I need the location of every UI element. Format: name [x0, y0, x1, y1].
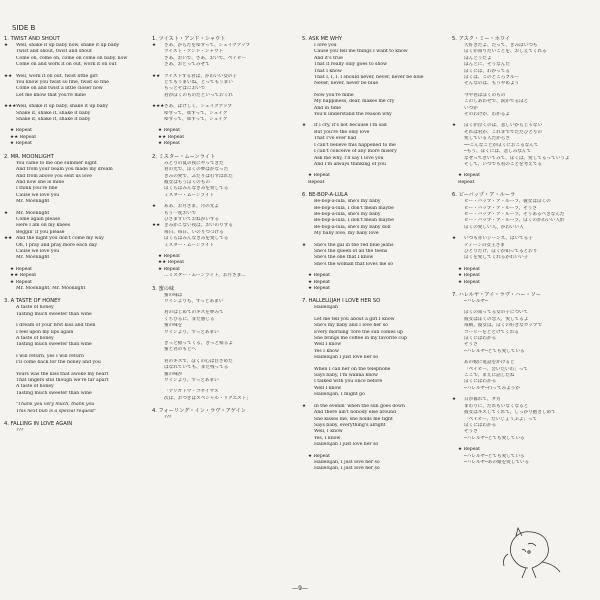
lyric-text: ぼくには、わかってる	[464, 68, 510, 74]
song-section	[4, 36, 150, 151]
lyric-text: そうさ	[464, 342, 478, 348]
lyric-text: You know you twist so fine, twist so fine	[16, 80, 109, 86]
lyric-text: You'll understand the reason why	[314, 112, 392, 118]
lyric-text: ぼくにはわかる	[464, 379, 497, 385]
lyric-text: Hallelujah, I just love her so	[314, 466, 380, 472]
lyric-text: ワインより、ずっとあまい	[164, 378, 219, 384]
lyric-text: ???	[164, 415, 172, 421]
songs-col3	[302, 36, 448, 476]
lyric-text: My happiness, dear, makes me cry	[314, 99, 395, 105]
lyric-text: きみの愛で、ふたりはむすばれた	[164, 173, 233, 179]
lyric-text: Well, I know	[314, 429, 343, 435]
lyric-text: Beggin' if you please	[16, 229, 65, 235]
lyric-text: ★ Repeat	[308, 279, 330, 285]
lyrics-column-4	[452, 0, 596, 469]
lyric-text: Cause we love you	[16, 192, 60, 198]
song-section	[452, 192, 596, 289]
lyric-text: Well, shake it up baby, shake it up baby	[16, 104, 108, 110]
lyric-text: Come on, come on, come on come on baby, now	[16, 55, 128, 61]
lyric-text: Hallelujah I just love her so	[314, 355, 379, 361]
song-section	[452, 292, 596, 469]
lyric-text: まわりに、だれもいなくなると	[464, 403, 529, 409]
lyric-text: 彼女はキスしてくれて、しっかり抱きしめて	[464, 410, 556, 416]
lyric-text: And I'm always thinking of you	[314, 161, 386, 167]
lyric-text: ああ、お月さま、月の光よ	[164, 204, 219, 210]
song-title: 4. FALLING IN LOVE AGAIN	[4, 421, 73, 428]
lyric-text: さあ、からだをゆすって、シェイクアップ	[164, 43, 251, 48]
lyric-text: ビー・バップ・ア・ルーラ、そうあるべきなんだ	[464, 211, 565, 217]
lyric-text: ぼくは、このところブルー	[464, 75, 519, 81]
lyric-text: My baby love, my baby love	[314, 231, 379, 237]
lyric-text: When I call her on the telephone	[314, 366, 391, 372]
song-title: 3. 蜜の味	[152, 285, 175, 292]
lyric-text: Yes, I know	[314, 435, 341, 441]
song-section	[302, 36, 448, 189]
lyric-text: Mr. Moonlight, Mr. Moonlight	[16, 286, 86, 291]
lyric-text: Ask me why, I'll say I love you	[314, 155, 384, 161]
star-marker: ★★★	[152, 104, 165, 110]
lyric-text: Shake it, shake it, shake it baby	[16, 117, 91, 123]
lyric-text: Hallelujah, I just love her so	[314, 459, 380, 465]
lyric-text: That I, I, I, I should never, never, never be blue	[314, 75, 424, 81]
song-section	[452, 36, 596, 189]
lyric-text: ★ Repeat	[458, 447, 480, 453]
lyric-text: ──こんなことがぼくにおこるなんて	[464, 142, 539, 148]
lyric-text: ★★ Repeat	[158, 260, 185, 266]
lyric-text: Be-bop-a-lula, she's my baby	[314, 199, 381, 205]
lyric-text: Mr. Moonlight	[16, 255, 50, 261]
lyric-text: ★ Repeat	[158, 141, 180, 147]
lyric-text: Cause you tell me things I want to know	[314, 49, 408, 55]
lyric-text: ─もう、ぼくには、悲しみなんて	[464, 149, 532, 155]
lyric-text: Come on and work it on out, work it on out	[16, 62, 117, 68]
star-marker: ★★	[152, 73, 161, 79]
lyric-text: ビー・バップ・ア・ルーラ、そうさ	[464, 205, 537, 211]
star-marker: ★	[452, 397, 457, 403]
song-section	[4, 421, 150, 437]
lyric-text: Yours was the kiss that awoke my heart	[16, 371, 109, 377]
lyric-text: I dream of your first kiss and then	[16, 323, 96, 329]
lyric-text: Repeat	[308, 179, 325, 185]
star-marker: ★	[302, 123, 307, 129]
song-title: 1. ツイスト・アンド・シャウト	[152, 36, 226, 42]
star-marker: ★	[4, 210, 9, 216]
lyric-text: 君のキスで、ぼくの心は目ざめた	[164, 358, 233, 364]
lyric-text: Let me know that you're mine	[16, 92, 86, 98]
lyric-text: ビー・バップ・ア・ルーラ、ぼくのかわいい人形	[464, 218, 565, 224]
lyric-text: とてもうまいね、とってもうまい	[164, 80, 233, 86]
star-marker: ★	[302, 403, 307, 409]
star-marker: ★	[4, 43, 9, 48]
lyric-text: I feel upon my lips again	[16, 329, 74, 335]
song-section	[4, 154, 150, 296]
lyric-text: ★ Repeat	[10, 141, 32, 147]
lyric-text: Tasting much sweeter than wine	[16, 311, 92, 317]
lyric-text: いつも赤いジーンズ、はいてる子	[464, 236, 533, 242]
lyric-text: そんなのは、もうやめよう	[464, 81, 520, 87]
lyric-text: 彼女はもうぼくのもの	[164, 179, 210, 185]
lyric-text: ★ Repeat	[158, 253, 180, 259]
songs-col1	[4, 36, 150, 438]
lyric-text: Well I know	[314, 385, 342, 391]
lyric-text: 日が暮れて、タ方	[464, 397, 501, 403]
lyric-text: きみがこない夜は、おいのりする	[164, 223, 233, 229]
lyric-text: ここで、まえに話したね	[464, 373, 515, 379]
song-title: 5. アスク・ミー・ホワイ	[452, 36, 511, 42]
lyric-text: And in time	[314, 105, 341, 111]
lyric-text: ほんとに、そうなんだ	[464, 62, 510, 68]
lyric-text: さあ、おいで、さあ、おいで、ベイビー	[164, 55, 246, 61]
lyric-text: A taste of honey	[16, 336, 54, 342]
lyric-text: Yes I know	[314, 348, 339, 354]
lyric-text: ひとりだけ、ぼくが知ってるとおり	[464, 248, 538, 254]
lyric-text: 毎日、毎日、いのりつづける	[164, 229, 224, 235]
songs-col2	[152, 36, 298, 425]
lyric-text: もっとそばにおいで	[164, 86, 206, 92]
lyric-text: 蜜の味を	[164, 323, 183, 329]
lyric-text: ★ Repeat	[458, 273, 480, 279]
lyric-text: ワインより、ずっとあまい	[164, 329, 219, 335]
lyric-text: That I've ever had	[314, 136, 357, 142]
lyric-text: And there ain't nobody else around	[314, 410, 397, 416]
lyrics-column-3	[302, 0, 448, 476]
lyric-text: Mr. Moonlight	[16, 199, 50, 205]
lyric-text: She kisses me, she holds me tight	[314, 416, 393, 422]
lyric-text: And from your beam you made my dream	[16, 167, 113, 173]
lyric-text: ワインよりも、ずっとあまい	[164, 299, 224, 304]
lyric-text: Shake it, shake it, shake it baby	[16, 110, 91, 116]
star-marker: ★	[152, 204, 157, 210]
lyric-text: I talked with you once before	[314, 379, 383, 385]
star-marker: ★	[452, 236, 457, 242]
lyric-text: ★ Repeat	[158, 128, 180, 134]
song-title: 7. ハレルヤ・アイ・ラヴ・ハー・ソー	[452, 292, 542, 298]
lyric-text: Oh, I pray and pray more each day	[16, 242, 98, 248]
lyric-text: 蜜と君のもとへ	[164, 347, 196, 353]
lyric-text: ★ Repeat	[458, 266, 480, 272]
lyric-text: ぼくにはわかる	[464, 336, 497, 342]
lyric-text: Let me tell you about a girl I know	[314, 316, 395, 322]
lyric-text: ティーンの女王さま	[464, 242, 505, 248]
page-number: —9—	[292, 585, 308, 592]
lyric-text: ★ Repeat	[10, 279, 32, 285]
lyric-text: ─ハレルヤ─	[464, 299, 488, 304]
lyric-text: くちびるに、また感じる	[164, 316, 215, 322]
lyric-text: 「ベイビー、会いたいわ」って	[464, 366, 528, 372]
lyric-text: ぼくが泣くのは、悲しいからじゃない	[464, 123, 543, 129]
lyric-text: さあ、はげしく、シェイクアップ	[164, 104, 233, 110]
lyric-text: ★ Repeat	[10, 128, 32, 134]
lyric-text: きっと帰ってくる、きっと帰るよ	[164, 341, 233, 347]
doodle-sketch	[498, 522, 568, 580]
lyric-text: A taste of honey	[16, 305, 54, 311]
song-section	[152, 286, 298, 406]
lyric-text: …ミスター・ムーンライト、お月さま…	[164, 273, 246, 279]
star-marker: ★★	[152, 223, 161, 229]
lyric-text: I think you're fine	[16, 186, 58, 192]
lyric-text: Says baby, everything's alright	[314, 422, 386, 428]
lyric-text: Well, work it on out, twist little girl	[16, 73, 98, 79]
lyric-text: 愛している人だからさ	[464, 136, 510, 142]
lyric-text: Hallelujah	[314, 305, 338, 311]
lyric-text: ぼくを愛してくれるかわいい子	[464, 255, 529, 261]
lyric-text: She's the queen of all the teens	[314, 248, 388, 254]
lyric-text: Mr. Moonlight	[16, 210, 50, 216]
lyric-text: ★★ Repeat	[10, 134, 37, 140]
star-marker: ★	[452, 123, 457, 129]
lyric-text: She's the gal in the red blue jeans	[314, 242, 394, 248]
lyric-text: ─ハレルヤ─とても愛している	[464, 435, 525, 441]
lyric-text: And now she is mine	[16, 179, 65, 185]
lyric-text: Hallelujah I just love her so	[314, 442, 379, 448]
lyric-text: Well I know	[314, 342, 342, 348]
lyric-text: 今や君はぼくのもの	[464, 92, 506, 98]
lyric-text: ★ Repeat	[308, 453, 330, 459]
lyric-text: I can't conceive of any more misery	[314, 149, 397, 155]
lyric-text: 「ベイビー、だいじょうぶよ」って	[464, 416, 538, 422]
lyric-text: ★★ Repeat	[158, 134, 185, 140]
lyric-text: ぼくの愛しい人、かわいい人	[464, 224, 524, 230]
lyric-text: Cause we love you	[16, 248, 60, 254]
lyric-text: She's the woman that loves me so	[314, 261, 393, 267]
lyric-text: ★ Repeat	[458, 279, 480, 285]
star-marker: ★★★	[4, 104, 17, 110]
lyric-text: If I cry, it's not because I'm sad	[314, 123, 387, 129]
star-marker: ★★	[4, 73, 13, 79]
lyric-text: Be-bop-a-lula, I don't mean maybe	[314, 205, 394, 211]
song-title: 7. HALLELUJAH I LOVE HER SO	[302, 298, 381, 305]
lyric-text: ─ハレルヤ─とても愛している	[464, 348, 525, 354]
lyric-text: 蜜の味は	[164, 292, 183, 298]
lyric-text: I love you	[314, 43, 337, 48]
lyric-text: なぜってきいてみて、ぼくは、愛してるっていうよ	[464, 155, 570, 161]
songs-col4	[452, 36, 596, 469]
lyric-text: 彼女はぼくの恋人、愛してるよ	[464, 316, 529, 322]
lyric-text: それは君が、これまででただひとりの	[464, 129, 543, 135]
lyric-text: Be-bop-a-lula, she's my baby doll	[314, 224, 391, 230]
lyric-text: She's the one that I know	[314, 255, 374, 261]
lyric-text: ひざまずいておねがいする	[164, 216, 220, 222]
star-marker: ★★	[4, 236, 13, 242]
song-section	[152, 408, 298, 424]
star-marker: ★	[152, 43, 157, 48]
lyric-text: And from above you sent us love	[16, 173, 92, 179]
lyric-text: ツイスト・アンド・シャウト	[164, 49, 224, 55]
lyric-text: Tasting much sweeter than wine	[16, 390, 92, 396]
song-title: 6. BE-BOP-A-LULA	[302, 192, 348, 199]
lyric-text: Says baby, I'm wanna know	[314, 373, 378, 379]
lyric-text: I will return, yes I will return	[16, 353, 84, 359]
song-title: 6. ビーバップ・ア・ルーラ	[452, 192, 516, 199]
lyric-text: ─ハレルヤ─行ってみようか	[464, 385, 520, 391]
lyric-text: That I know	[314, 68, 342, 74]
lyric-text: 君のはじめてのキスを夢みて	[164, 310, 224, 316]
lyric-text: ぼくにはわかる	[464, 422, 497, 428]
lyric-text: Here I am on my knees	[16, 223, 71, 229]
song-title: 2. MR. MOONLIGHT	[4, 153, 54, 160]
lyrics-column-2	[152, 0, 298, 425]
lyric-text: ゆすって、ゆすって、シェイク	[164, 110, 228, 116]
song-section	[302, 192, 448, 295]
lyric-text: ゆすって、ゆすって、シェイク	[164, 117, 228, 123]
lyric-text: ???	[16, 428, 24, 434]
lyric-text: ぼくらはみんなきみを愛してる	[164, 236, 229, 242]
song-title: 1. TWIST AND SHOUT	[4, 36, 60, 42]
lyric-text: ★ Repeat	[308, 273, 330, 279]
lyric-text: ★ Repeat	[158, 266, 180, 272]
lyric-text: Well, shake it up baby now, shake it up baby	[16, 43, 120, 48]
song-title: 5. ASK ME WHY	[302, 36, 343, 42]
lyric-text: ぼくの知ってる女の子について	[464, 310, 529, 316]
lyric-text: Hallelujah, I might go	[314, 392, 365, 398]
lyric-text: このしあわせで、涙がでるほど	[464, 99, 529, 105]
lyric-text: Twist and shout, twist and shout	[16, 49, 92, 55]
lyric-text: Tasting much sweeter than wine	[16, 342, 92, 348]
song-title: 2. ミスター・ムーンライト	[152, 153, 216, 160]
lyric-text: 「アリガトウ・ゴザイマス	[164, 389, 219, 395]
lyric-text: ─ハレルヤ─あの娘を愛している	[464, 459, 530, 465]
lyric-text: This next bun is a special request"	[16, 408, 97, 414]
lyric-text: はなれていても、まだ残ってる	[164, 365, 229, 371]
lyric-text: Come on and twist a little closer now	[16, 86, 103, 92]
song-section	[4, 298, 150, 418]
lyric-text: もう一度おいで	[164, 210, 197, 216]
lyric-text: 次は、おつぎはスペシャル・リクエスト」	[164, 395, 251, 401]
lyric-text: そして、いつでも君のことを考えてる	[464, 161, 543, 167]
lyric-text: いつか	[464, 105, 478, 111]
lyric-text: But you're the only love	[314, 129, 370, 135]
lyric-text: Every morning 'fore the sun comes up	[314, 329, 403, 335]
lyric-text: Repeat	[458, 179, 475, 185]
lyric-text: ★ Repeat	[458, 173, 480, 179]
lyric-text: 君の光で、ぼくの夢はかなった	[164, 167, 229, 173]
lyric-text: That it really only goes to show	[314, 62, 388, 68]
lyric-text: A taste of honey	[16, 384, 54, 390]
song-section	[152, 154, 298, 283]
lyric-text: あの娘に電話をかけると	[464, 360, 515, 366]
lyric-text: Be-bop-a-lula, she's my baby	[314, 211, 381, 217]
lyric-text: That lingers still though we're far apart	[16, 378, 109, 384]
lyrics-column-1	[4, 0, 150, 438]
lyric-text: ミスター・ムーンライト	[164, 192, 215, 198]
lyric-text: ミスター・ムーンライト	[164, 242, 215, 248]
song-title: 4. フォーリング・イン・ラヴ・アゲイン	[152, 408, 246, 415]
lyric-text: 大好きだよ、だって、きみはいつも	[464, 43, 538, 48]
lyric-text: さあ、おどってみせて	[164, 62, 210, 68]
lyric-text: Never, never, never be blue	[314, 81, 379, 87]
lyric-text: みどりの夏の夜にやってきた	[164, 160, 224, 166]
lyric-text: ─ハレルヤ─とても愛している	[464, 453, 525, 459]
lyric-text: I can't believe this happened to me	[314, 142, 396, 148]
lyric-text: Be-bop-a-lula, I don't mean maybe	[314, 218, 394, 224]
lyric-text: And it's true	[314, 55, 343, 61]
side-label: SIDE B	[12, 24, 36, 32]
star-marker: ★	[302, 242, 307, 248]
lyric-text: ★ Repeat	[308, 286, 330, 291]
lyric-text: She brings me coffee in my favorite cup	[314, 336, 407, 342]
lyric-text: Come again please	[16, 216, 61, 222]
lyric-text: In the evenin' when the sun goes down	[314, 403, 405, 409]
lyric-text: そのわけが、わかるよ	[464, 112, 510, 118]
lyric-text: そうさ	[464, 429, 478, 435]
lyric-text: "Thank you very much, thank you	[16, 402, 95, 408]
lyric-text: She's my baby and I love her so	[314, 323, 388, 329]
lyric-text: ぼくが知りたいことを、おしえてくれる	[464, 49, 547, 55]
lyric-text: 蜜の味が	[164, 371, 183, 377]
song-section	[152, 36, 298, 151]
song-section	[302, 298, 448, 475]
lyric-text: Now you're mine	[314, 92, 354, 98]
lyric-text: 君がぼくのものだといっておくれ	[164, 92, 233, 98]
lyric-text: コーヒーをとどけてくれる	[464, 329, 519, 335]
lyric-text: You came to me one summer night	[16, 160, 97, 166]
lyric-text: ツイストする君は、かわいい女の子	[164, 73, 238, 79]
lyric-text: ★ Repeat	[308, 173, 330, 179]
lyric-text: ★★ Repeat	[10, 273, 37, 279]
lyric-text: 毎朝、彼女は、ぼくの好きなカップで	[464, 323, 543, 329]
lyric-text: I'll come back for the honey and you	[16, 360, 101, 366]
lyric-text: ビー・バップ・ア・ルーラ、彼女はぼくの	[464, 199, 551, 205]
song-title: 3. A TASTE OF HONEY	[4, 298, 61, 305]
lyric-text: ぼくらはみんなきみを愛してる	[164, 186, 229, 192]
lyric-text: ★ Repeat	[10, 266, 32, 272]
lyric-text: And the night you don't come my way	[16, 236, 104, 242]
lyric-text: ほんとうだよ	[464, 55, 492, 61]
